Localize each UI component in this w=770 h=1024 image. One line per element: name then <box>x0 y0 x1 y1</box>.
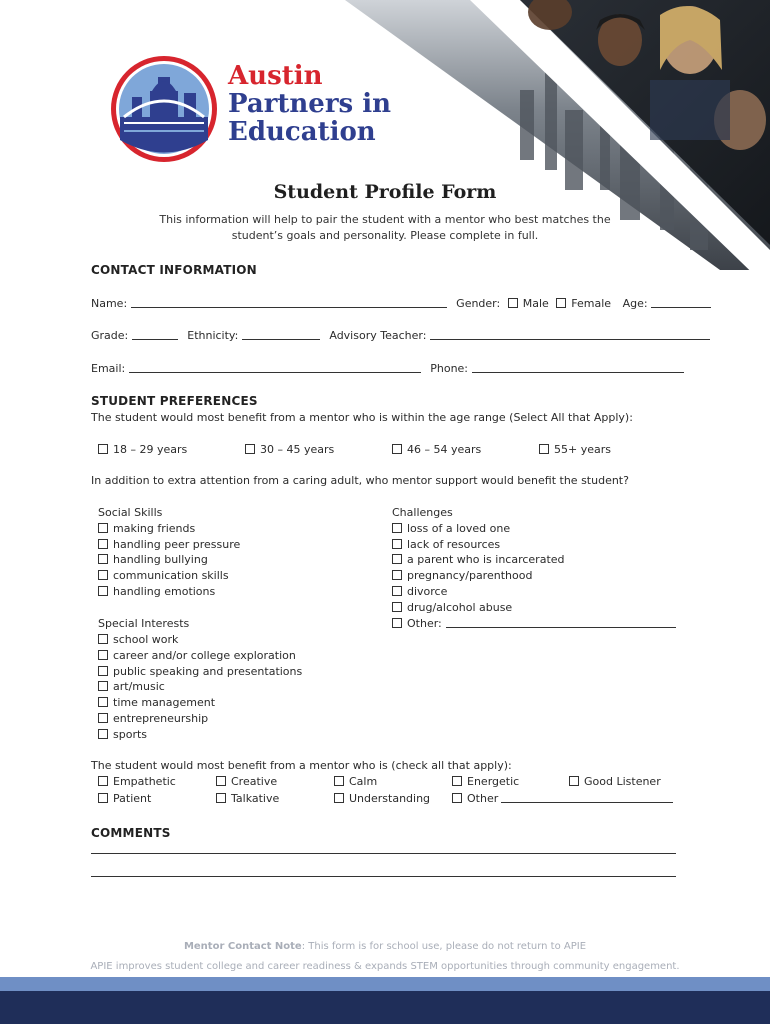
option-label: Calm <box>349 775 378 788</box>
checkbox[interactable] <box>98 554 108 564</box>
option-label: Other <box>467 792 499 805</box>
checkbox[interactable] <box>98 444 108 454</box>
checkbox[interactable] <box>98 539 108 549</box>
phone-label: Phone: <box>430 362 469 375</box>
support-prompt: In addition to extra attention from a caring adult, who mentor support would benefit the student? <box>91 474 629 487</box>
option-label: Patient <box>113 792 152 805</box>
footer-band-light <box>0 977 770 991</box>
male-label: Male <box>522 297 549 310</box>
age-range-option[interactable] <box>392 443 481 457</box>
option-label: 18 – 29 years <box>113 443 188 456</box>
contact-heading: CONTACT INFORMATION <box>91 263 257 277</box>
checkbox[interactable] <box>98 713 108 723</box>
footer-tagline: APIE improves student college and career readiness & expands STEM opportunities through community engagement. <box>90 961 680 972</box>
logo-line-2: Partners in <box>228 89 392 119</box>
challenge-other-field[interactable] <box>446 617 676 628</box>
note-text: : This form is for school use, please do not return to APIE <box>301 941 587 952</box>
age-field[interactable] <box>651 297 711 308</box>
option-label: sports <box>113 728 148 741</box>
option-label: handling emotions <box>113 585 216 598</box>
checkbox[interactable] <box>569 776 579 786</box>
challenge-item[interactable] <box>392 585 447 599</box>
phone-field[interactable] <box>472 362 684 373</box>
gender-label: Gender: <box>456 297 501 310</box>
interest-item[interactable] <box>98 728 147 742</box>
special-interests-heading: Special Interests <box>98 617 190 630</box>
checkbox[interactable] <box>392 570 402 580</box>
trait-other-option[interactable] <box>452 792 673 806</box>
interest-item[interactable] <box>98 680 165 694</box>
checkbox[interactable] <box>98 666 108 676</box>
checkbox[interactable] <box>245 444 255 454</box>
challenge-item[interactable] <box>392 522 510 536</box>
logo-seal-icon <box>110 55 218 163</box>
trait-option[interactable] <box>334 792 430 806</box>
checkbox[interactable] <box>392 586 402 596</box>
option-label: 55+ years <box>554 443 611 456</box>
intro-text-line-1: This information will help to pair the student with a mentor who best matches the <box>159 213 611 226</box>
social-skill-item[interactable] <box>98 585 215 599</box>
email-label: Email: <box>91 362 126 375</box>
challenge-item[interactable] <box>392 538 500 552</box>
option-label: career and/or college exploration <box>113 649 296 662</box>
traits-prompt: The student would most benefit from a mentor who is (check all that apply): <box>91 759 512 772</box>
option-label: a parent who is incarcerated <box>407 553 565 566</box>
checkbox[interactable] <box>98 523 108 533</box>
comments-heading: COMMENTS <box>91 826 171 840</box>
age-range-prompt: The student would most benefit from a mentor who is within the age range (Select All that Apply): <box>91 411 633 424</box>
logo-wordmark <box>228 62 391 146</box>
male-checkbox[interactable] <box>508 298 518 308</box>
option-label: Empathetic <box>113 775 176 788</box>
footer-band-dark <box>0 991 770 1024</box>
option-label: public speaking and presentations <box>113 665 303 678</box>
option-label: loss of a loved one <box>407 522 511 535</box>
female-checkbox[interactable] <box>556 298 566 308</box>
note-bold: Mentor Contact Note <box>183 941 302 952</box>
checkbox[interactable] <box>334 776 344 786</box>
grade-label: Grade: <box>91 329 129 342</box>
option-label: handling bullying <box>113 553 208 566</box>
grade-row <box>91 329 710 343</box>
trait-option[interactable] <box>334 775 377 789</box>
checkbox[interactable] <box>98 650 108 660</box>
email-row <box>91 362 684 376</box>
checkbox[interactable] <box>392 554 402 564</box>
option-label: pregnancy/parenthood <box>407 569 533 582</box>
checkbox[interactable] <box>539 444 549 454</box>
option-label: lack of resources <box>407 538 501 551</box>
challenge-other-item[interactable] <box>392 617 676 631</box>
trait-option[interactable] <box>216 792 279 806</box>
checkbox[interactable] <box>98 681 108 691</box>
social-skill-item[interactable] <box>98 569 229 583</box>
option-label: entrepreneurship <box>113 712 209 725</box>
option-label: Energetic <box>467 775 520 788</box>
challenges-heading: Challenges <box>392 506 453 519</box>
option-label: handling peer pressure <box>113 538 241 551</box>
trait-option[interactable] <box>98 775 176 789</box>
option-label: communication skills <box>113 569 229 582</box>
checkbox[interactable] <box>216 776 226 786</box>
trait-option[interactable] <box>216 775 277 789</box>
option-label: Creative <box>231 775 278 788</box>
interest-item[interactable] <box>98 696 215 710</box>
checkbox[interactable] <box>392 539 402 549</box>
checkbox[interactable] <box>98 634 108 644</box>
comments-line-1[interactable] <box>91 853 676 854</box>
intro-text-line-2: student’s goals and personality. Please complete in full. <box>231 229 539 242</box>
logo-line-3: Education <box>228 117 376 147</box>
checkbox[interactable] <box>98 697 108 707</box>
checkbox[interactable] <box>334 793 344 803</box>
age-range-option[interactable] <box>245 443 334 457</box>
checkbox[interactable] <box>392 602 402 612</box>
checkbox[interactable] <box>98 729 108 739</box>
social-skill-item[interactable] <box>98 538 240 552</box>
option-label: time management <box>113 696 216 709</box>
social-skill-item[interactable] <box>98 522 195 536</box>
trait-option[interactable] <box>569 775 661 789</box>
option-label: Talkative <box>231 792 280 805</box>
option-label: divorce <box>407 585 448 598</box>
interest-item[interactable] <box>98 665 302 679</box>
checkbox[interactable] <box>452 793 462 803</box>
challenge-item[interactable] <box>392 601 512 615</box>
social-skill-item[interactable] <box>98 553 208 567</box>
checkbox[interactable] <box>392 523 402 533</box>
trait-option[interactable] <box>452 775 519 789</box>
interest-item[interactable] <box>98 633 178 647</box>
option-label: Other: <box>407 617 442 630</box>
page-title: Student Profile Form <box>273 181 497 203</box>
checkbox[interactable] <box>98 793 108 803</box>
age-range-option[interactable] <box>539 443 611 457</box>
option-label: 46 – 54 years <box>407 443 482 456</box>
option-label: Understanding <box>349 792 431 805</box>
age-label: Age: <box>622 297 648 310</box>
mentor-contact-note <box>0 941 770 952</box>
option-label: making friends <box>113 522 196 535</box>
advisory-teacher-field[interactable] <box>430 329 710 340</box>
name-row <box>91 297 711 311</box>
checkbox[interactable] <box>392 618 402 628</box>
option-label: art/music <box>113 680 165 693</box>
ethnicity-field[interactable] <box>242 329 320 340</box>
checkbox[interactable] <box>216 793 226 803</box>
interest-item[interactable] <box>98 649 296 663</box>
checkbox[interactable] <box>98 586 108 596</box>
option-label: 30 – 45 years <box>260 443 335 456</box>
interest-item[interactable] <box>98 712 208 726</box>
name-label: Name: <box>91 297 128 310</box>
option-label: drug/alcohol abuse <box>407 601 513 614</box>
female-label: Female <box>571 297 612 310</box>
advisory-teacher-label: Advisory Teacher: <box>329 329 427 342</box>
preferences-heading: STUDENT PREFERENCES <box>91 394 258 408</box>
comments-line-2[interactable] <box>91 876 676 877</box>
social-skills-heading: Social Skills <box>98 506 163 519</box>
ethnicity-label: Ethnicity: <box>187 329 239 342</box>
age-range-option[interactable] <box>98 443 187 457</box>
checkbox[interactable] <box>452 776 462 786</box>
logo-line-1: Austin <box>228 61 323 91</box>
challenge-item[interactable] <box>392 569 532 583</box>
checkbox[interactable] <box>98 776 108 786</box>
challenge-item[interactable] <box>392 553 565 567</box>
checkbox[interactable] <box>98 570 108 580</box>
trait-other-field[interactable] <box>501 792 673 803</box>
option-label: school work <box>113 633 179 646</box>
option-label: Good Listener <box>584 775 661 788</box>
grade-field[interactable] <box>132 329 178 340</box>
trait-option[interactable] <box>98 792 151 806</box>
checkbox[interactable] <box>392 444 402 454</box>
email-field[interactable] <box>129 362 421 373</box>
name-field[interactable] <box>131 297 447 308</box>
